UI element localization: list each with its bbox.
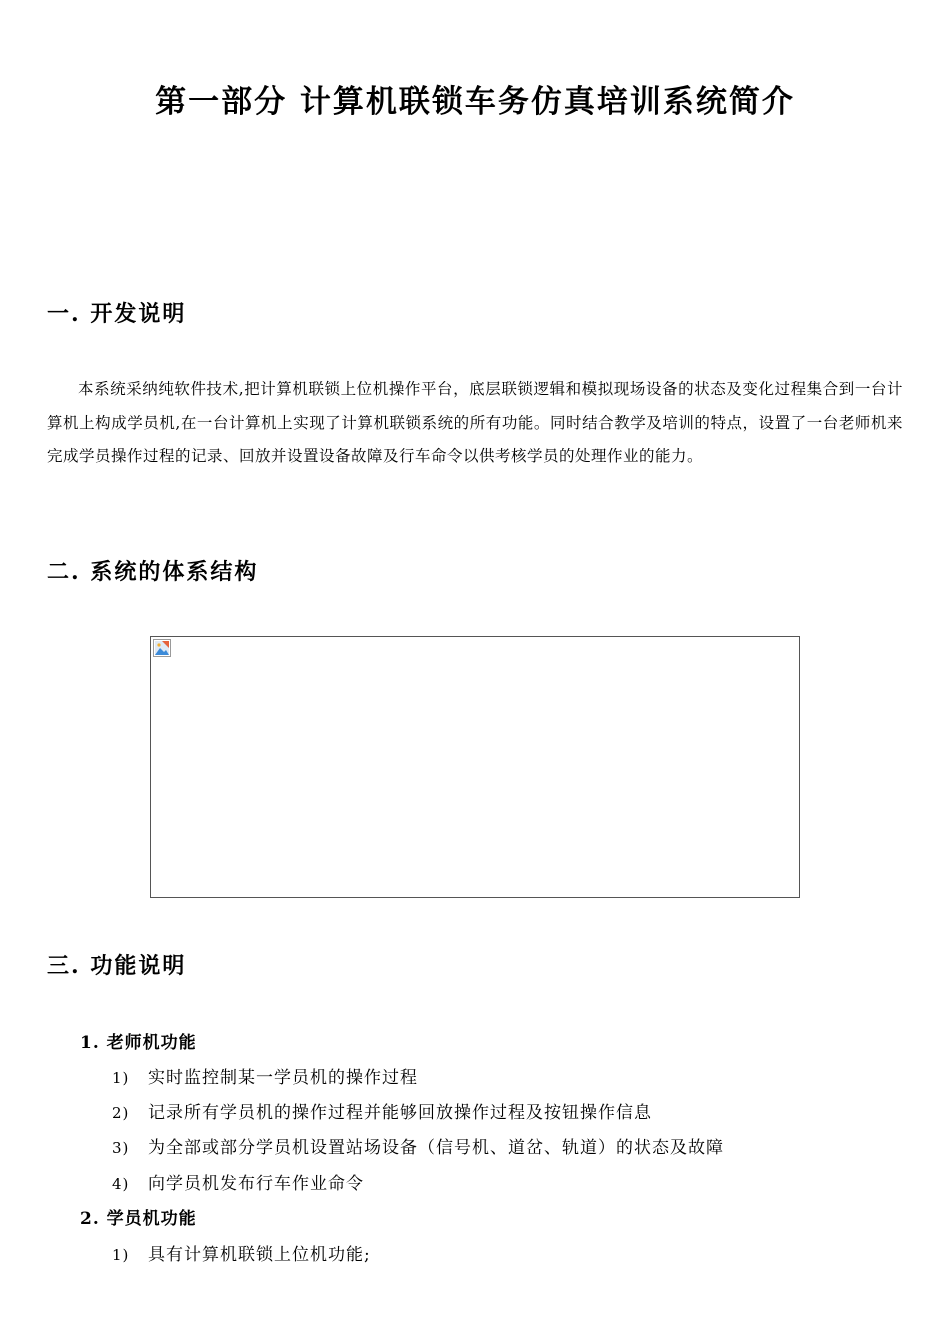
subheading-student-functions: 2. 学员机功能 — [80, 1209, 197, 1229]
list-item: 2) 记录所有学员机的操作过程并能够回放操作过程及按钮操作信息 — [112, 1103, 652, 1123]
list-item: 4) 向学员机发布行车作业命令 — [112, 1174, 364, 1194]
broken-image-icon — [153, 639, 171, 657]
section-heading-development: 一. 开发说明 — [47, 301, 187, 327]
subheading-teacher-functions: 1. 老师机功能 — [80, 1033, 197, 1053]
list-item: 1) 具有计算机联锁上位机功能; — [112, 1245, 371, 1265]
list-item: 3) 为全部或部分学员机设置站场设备（信号机、道岔、轨道）的状态及故障 — [112, 1138, 724, 1158]
page-title: 第一部分 计算机联锁车务仿真培训系统简介 — [155, 84, 795, 120]
architecture-image-placeholder — [150, 636, 800, 898]
list-item: 1) 实时监控制某一学员机的操作过程 — [112, 1068, 418, 1088]
section-heading-architecture: 二. 系统的体系结构 — [47, 559, 259, 585]
section-heading-functions: 三. 功能说明 — [47, 953, 187, 979]
development-paragraph: 本系统采纳纯软件技术,把计算机联锁上位机操作平台，底层联锁逻辑和模拟现场设备的状态及变化过程集合到一台计算机上构成学员机,在一台计算机上实现了计算机联锁系统的所有功能。同时结合教学及培训的特点，设置了一台老师机来完成学员操作过程的记录、回放并设置设备故障及行车命令以供考核学员的处理作业的能力。 — [47, 380, 903, 465]
